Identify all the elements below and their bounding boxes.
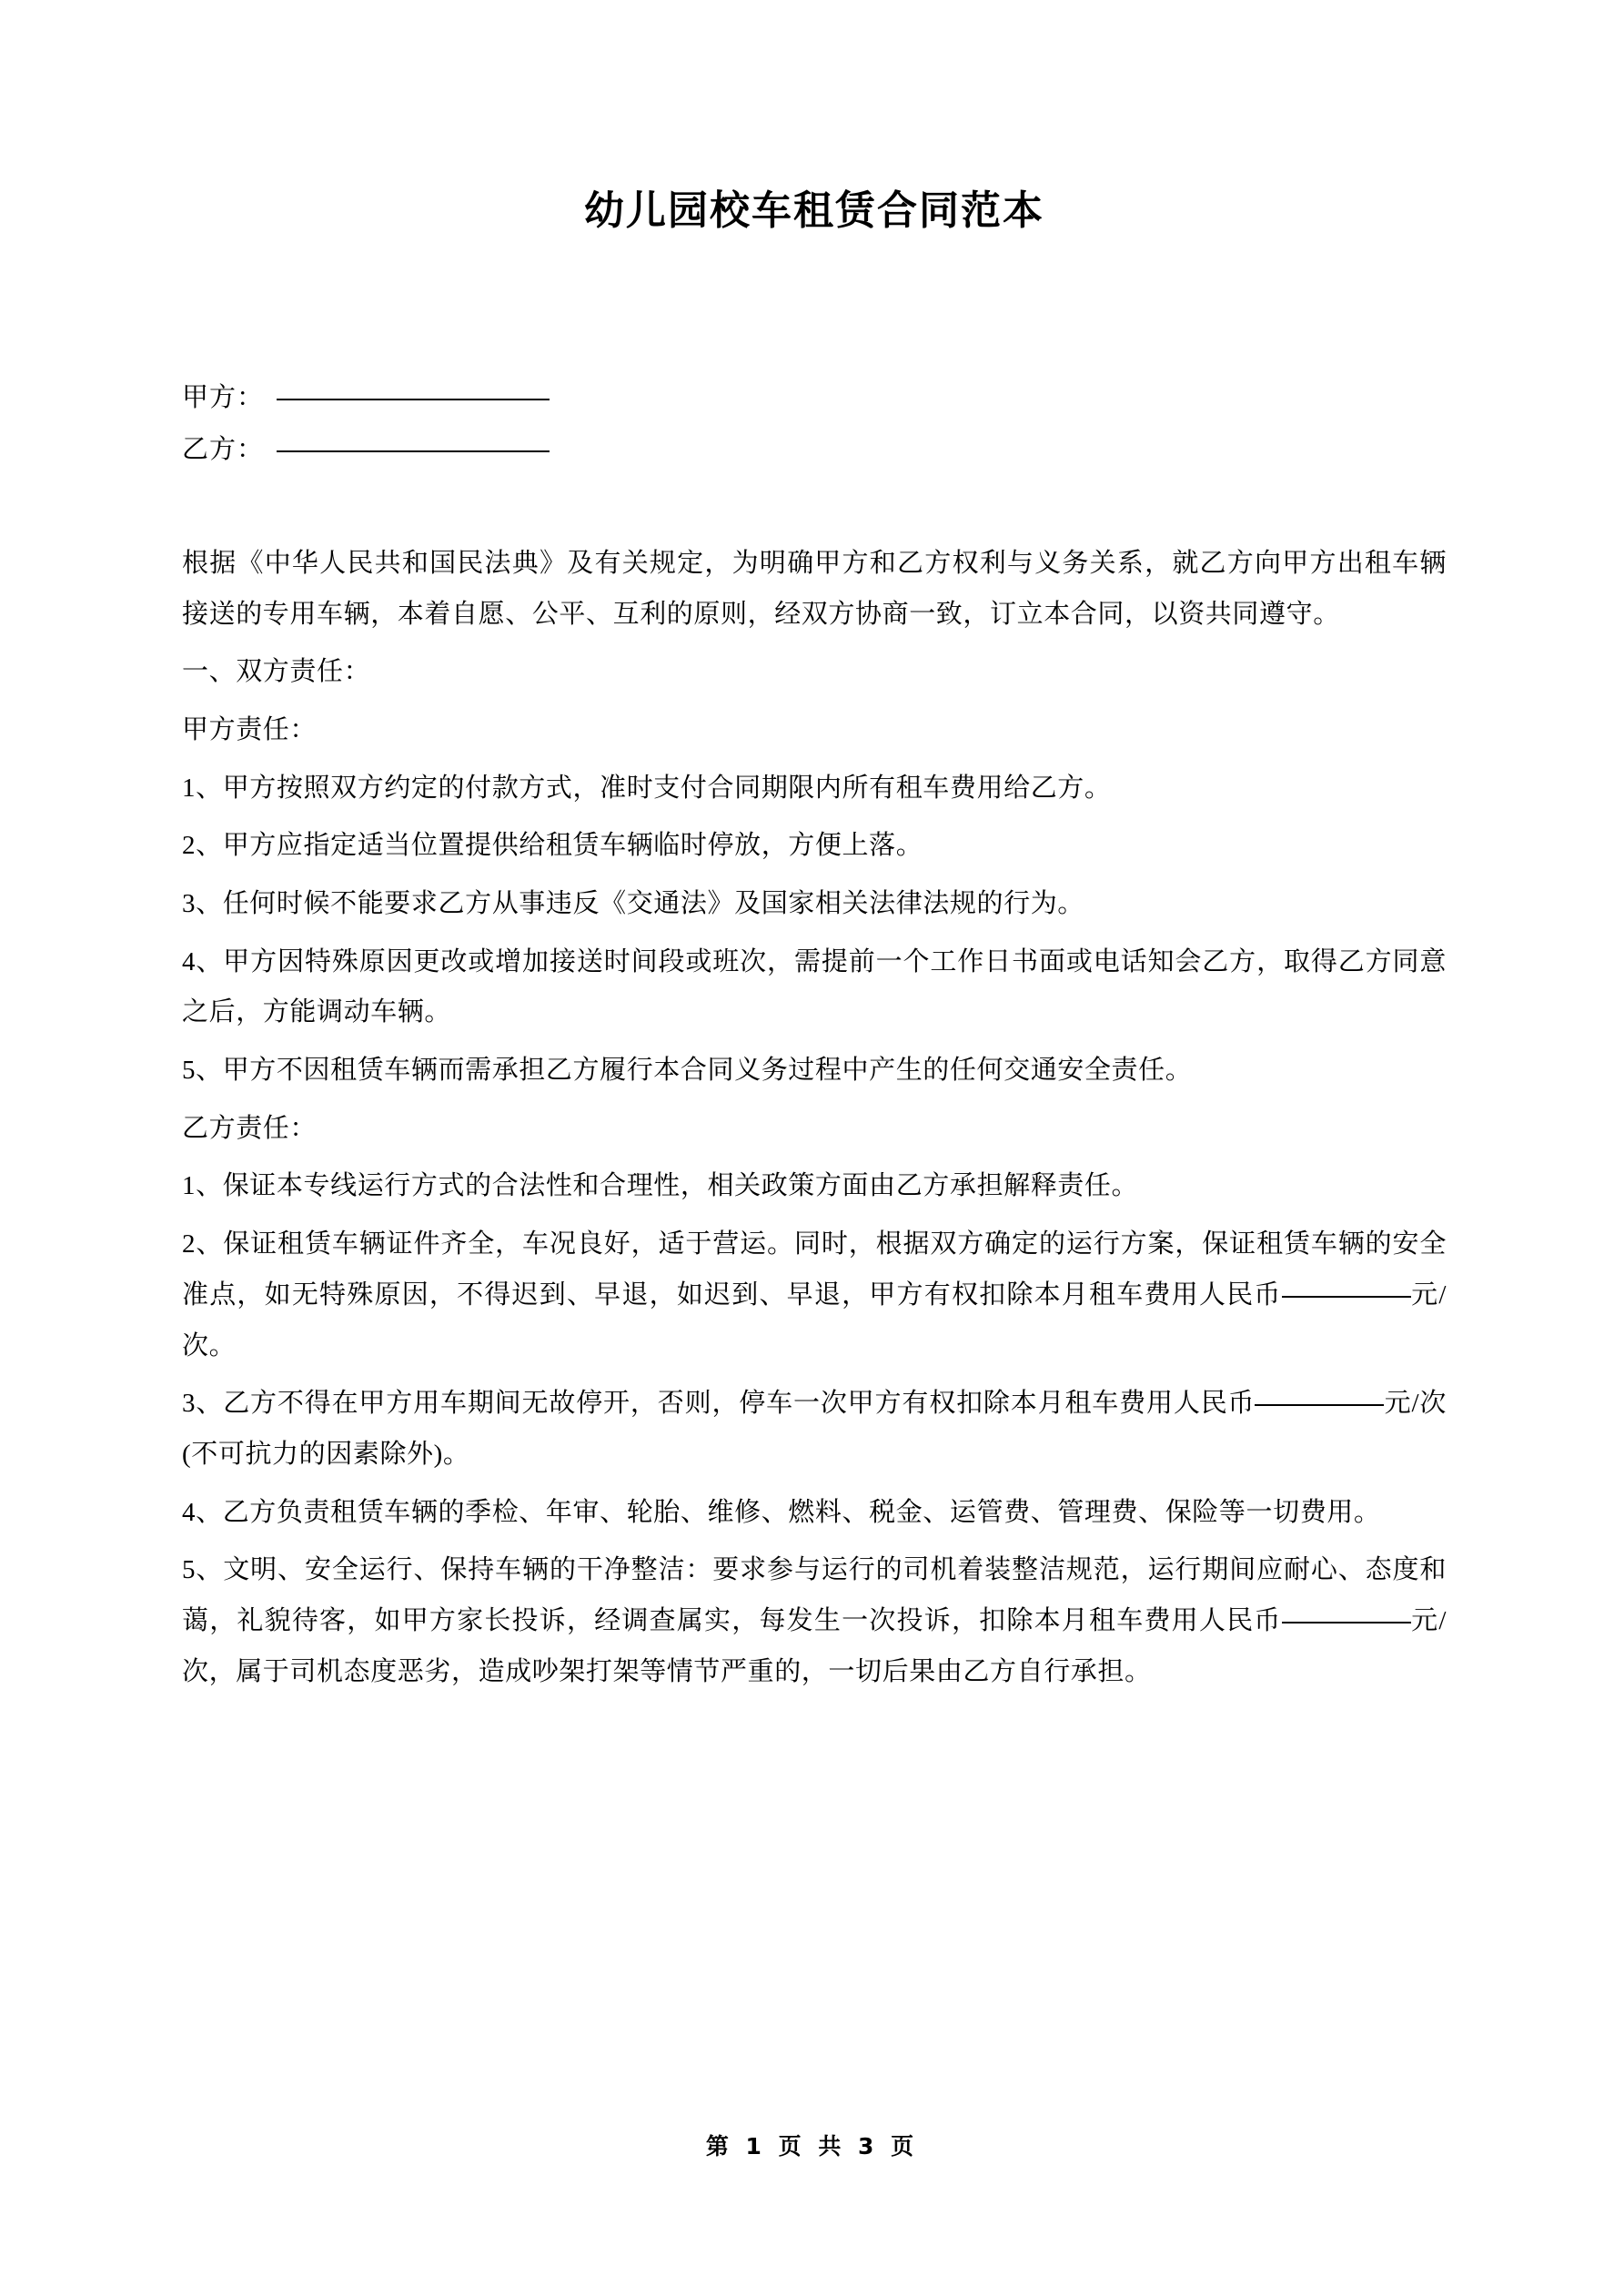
contract-body bbox=[182, 539, 1447, 1697]
paragraph-preamble: 根据《中华人民共和国民法典》及有关规定，为明确甲方和乙方权利与义务关系，就乙方向甲方出租车辆接送的专用车辆，本着自愿、公平、互利的原则，经双方协商一致，订立本合同，以资共同遵守。 bbox=[182, 549, 1447, 629]
subheading-party-b-duties: 乙方责任： bbox=[182, 1113, 318, 1143]
paragraph-b-4: 4、乙方负责租赁车辆的季检、年审、轮胎、维修、燃料、税金、运管费、管理费、保险等一切费用。 bbox=[182, 1497, 1381, 1527]
paragraph-b-1: 1、保证本专线运行方式的合法性和合理性，相关政策方面由乙方承担解释责任。 bbox=[182, 1171, 1139, 1201]
paragraph-a-1: 1、甲方按照双方约定的付款方式，准时支付合同期限内所有租车费用给乙方。 bbox=[182, 773, 1112, 803]
paragraph-b-2 bbox=[182, 1219, 1447, 1371]
amount-blank-1[interactable] bbox=[1282, 1295, 1411, 1298]
paragraph-a-5: 5、甲方不因租赁车辆而需承担乙方履行本合同义务过程中产生的任何交通安全责任。 bbox=[182, 1056, 1193, 1086]
document-content bbox=[182, 0, 1447, 1704]
party-a-input[interactable] bbox=[277, 398, 550, 400]
paragraph-b-2-text-before: 2、保证租赁车辆证件齐全，车况良好，适于营运。同时，根据双方确定的运行方案，保证租赁车辆的安全准点，如无特殊原因，不得迟到、早退，如迟到、早退，甲方有权扣除本月租车费用人民币 bbox=[182, 1229, 1447, 1310]
paragraph-b-2-text-after: 元/次。 bbox=[182, 1279, 1447, 1360]
party-fields bbox=[182, 372, 1447, 475]
page-footer: 第 1 页 共 3 页 bbox=[705, 2133, 919, 2159]
party-a-label: 甲方： bbox=[182, 383, 265, 412]
amount-blank-3[interactable] bbox=[1282, 1621, 1411, 1623]
paragraph-a-3: 3、任何时候不能要求乙方从事违反《交通法》及国家相关法律法规的行为。 bbox=[182, 889, 1084, 919]
paragraph-b-5-text-after: 元/次，属于司机态度恶劣，造成吵架打架等情节严重的，一切后果由乙方自行承担。 bbox=[182, 1605, 1447, 1686]
party-b-row bbox=[182, 424, 1447, 476]
paragraph-a-4: 4、甲方因特殊原因更改或增加接送时间段或班次，需提前一个工作日书面或电话知会乙方，取得乙方同意之后，方能调动车辆。 bbox=[182, 946, 1447, 1027]
party-b-input[interactable] bbox=[277, 450, 550, 452]
party-a-row bbox=[182, 372, 1447, 424]
paragraph-b-5-text-before: 5、文明、安全运行、保持车辆的干净整洁：要求参与运行的司机着装整洁规范，运行期间应耐心、态度和蔼，礼貌待客，如甲方家长投诉，经调查属实，每发生一次投诉，扣除本月租车费用人民币 bbox=[182, 1555, 1447, 1635]
page-title: 幼儿园校车租赁合同范本 bbox=[584, 187, 1044, 234]
paragraph-a-2: 2、甲方应指定适当位置提供给租赁车辆临时停放，方便上落。 bbox=[182, 831, 923, 861]
amount-blank-2[interactable] bbox=[1255, 1403, 1384, 1406]
section-heading-duties: 一、双方责任： bbox=[182, 657, 371, 687]
paragraph-b-5 bbox=[182, 1545, 1447, 1697]
paragraph-b-3-text-before: 3、乙方不得在甲方用车期间无故停开，否则，停车一次甲方有权扣除本月租车费用人民币 bbox=[182, 1389, 1256, 1419]
subheading-party-a-duties: 甲方责任： bbox=[182, 715, 318, 745]
paragraph-b-3-text-after: 元/次(不可抗力的因素除外)。 bbox=[182, 1389, 1447, 1469]
party-b-label: 乙方： bbox=[182, 434, 265, 464]
paragraph-b-3 bbox=[182, 1379, 1447, 1480]
